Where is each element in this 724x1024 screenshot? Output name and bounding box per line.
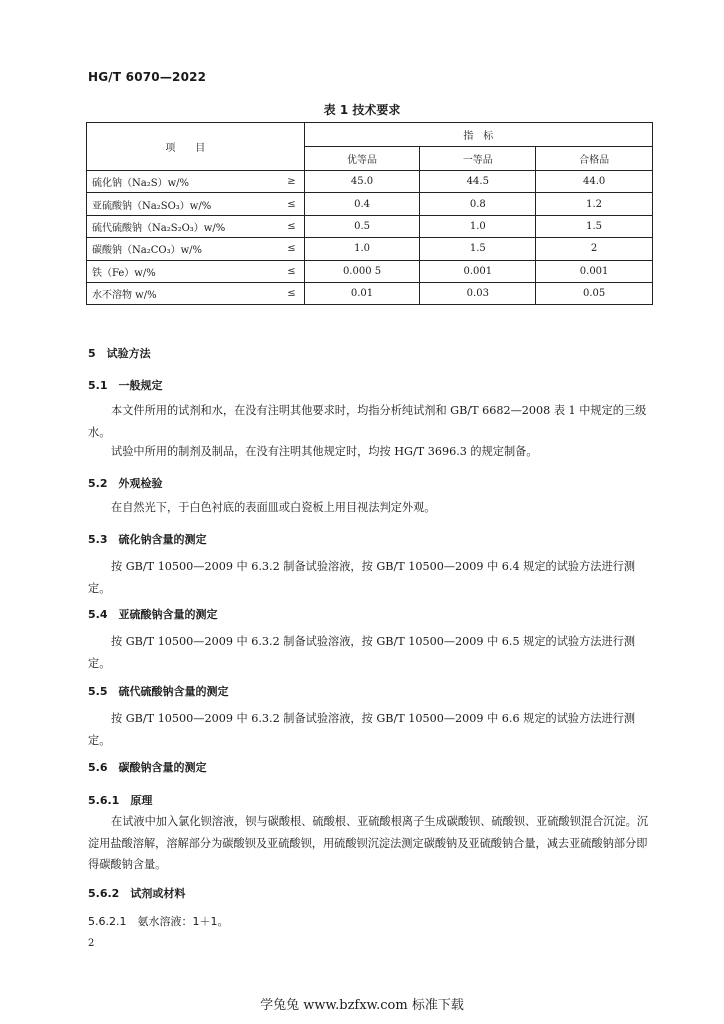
row-name: 铁（Fe）w/% bbox=[87, 260, 275, 282]
row-value: 1.5 bbox=[420, 238, 536, 260]
row-name: 硫代硫酸钠（Na₂S₂O₃）w/% bbox=[87, 215, 275, 237]
row-value: 44.0 bbox=[536, 171, 653, 193]
table-row bbox=[87, 282, 653, 304]
paragraph: 本文件所用的试剂和水，在没有注明其他要求时，均指分析纯试剂和 GB/T 6682—2008 表 1 中规定的三级水。 bbox=[88, 404, 647, 439]
sub-clause: 5.6.2.1 氨水溶液：1＋1。 bbox=[88, 915, 229, 928]
row-value: 1.5 bbox=[536, 215, 653, 237]
row-value: 0.05 bbox=[536, 282, 653, 304]
row-value: 0.8 bbox=[420, 193, 536, 215]
table-row bbox=[87, 238, 653, 260]
standard-code: HG/T 6070—2022 bbox=[88, 70, 207, 84]
row-value: 1.0 bbox=[420, 215, 536, 237]
section-heading: 5.5 硫代硫酸钠含量的测定 bbox=[88, 685, 229, 698]
technical-requirements-table bbox=[86, 122, 653, 305]
grade-header: 一等品 bbox=[420, 147, 536, 171]
table-row bbox=[87, 171, 653, 193]
row-value: 0.01 bbox=[304, 282, 420, 304]
index-header: 指 标 bbox=[304, 123, 652, 147]
row-value: 0.001 bbox=[536, 260, 653, 282]
row-value: 0.5 bbox=[304, 215, 420, 237]
row-operator: ≤ bbox=[274, 282, 304, 304]
row-operator: ≥ bbox=[274, 171, 304, 193]
row-value: 0.000 5 bbox=[304, 260, 420, 282]
paragraph: 按 GB/T 10500—2009 中 6.3.2 制备试验溶液，按 GB/T 10500—2009 中 6.6 规定的试验方法进行测定。 bbox=[88, 712, 636, 747]
section-heading: 5.6.2 试剂或材料 bbox=[88, 887, 186, 900]
table-header-row bbox=[87, 123, 653, 147]
watermark-footer: 学兔兔 www.bzfxw.com 标准下载 bbox=[260, 998, 464, 1013]
row-name: 水不溶物 w/% bbox=[87, 282, 275, 304]
section-heading: 5.6 碳酸钠含量的测定 bbox=[88, 761, 207, 774]
table-row bbox=[87, 260, 653, 282]
grade-header: 优等品 bbox=[304, 147, 420, 171]
row-value: 0.03 bbox=[420, 282, 536, 304]
row-value: 1.2 bbox=[536, 193, 653, 215]
paragraph: 在自然光下，于白色衬底的表面皿或白瓷板上用目视法判定外观。 bbox=[111, 501, 436, 514]
page-number: 2 bbox=[88, 938, 95, 949]
section-heading: 5.1 一般规定 bbox=[88, 379, 163, 392]
section-heading: 5.2 外观检验 bbox=[88, 477, 163, 490]
item-header: 项目 bbox=[87, 123, 305, 171]
row-value: 2 bbox=[536, 238, 653, 260]
row-value: 45.0 bbox=[304, 171, 420, 193]
row-value: 44.5 bbox=[420, 171, 536, 193]
section-heading: 5.6.1 原理 bbox=[88, 794, 153, 807]
section-heading: 5.4 亚硫酸钠含量的测定 bbox=[88, 608, 218, 621]
paragraph: 按 GB/T 10500—2009 中 6.3.2 制备试验溶液，按 GB/T 10500—2009 中 6.5 规定的试验方法进行测定。 bbox=[88, 635, 636, 670]
table-title: 表 1 技术要求 bbox=[323, 103, 401, 117]
grade-header: 合格品 bbox=[536, 147, 653, 171]
section-heading: 5.3 硫化钠含量的测定 bbox=[88, 533, 207, 546]
row-operator: ≤ bbox=[274, 238, 304, 260]
row-name: 亚硫酸钠（Na₂SO₃）w/% bbox=[87, 193, 275, 215]
row-operator: ≤ bbox=[274, 215, 304, 237]
row-name: 碳酸钠（Na₂CO₃）w/% bbox=[87, 238, 275, 260]
paragraph: 试验中所用的制剂及制品，在没有注明其他规定时，均按 HG/T 3696.3 的规定制备。 bbox=[111, 445, 538, 458]
row-value: 1.0 bbox=[304, 238, 420, 260]
table-row bbox=[87, 193, 653, 215]
table-row bbox=[87, 215, 653, 237]
paragraph: 在试液中加入氯化钡溶液，钡与碳酸根、硫酸根、亚硫酸根离子生成碳酸钡、硫酸钡、亚硫酸钡混合沉淀。沉淀用盐酸溶解，溶解部分为碳酸钡及亚硫酸钡，用硫酸钡沉淀法测定碳酸钠及亚硫酸钠合量，减去亚硫酸钠部分即得碳酸钠含量。 bbox=[88, 815, 649, 871]
row-value: 0.4 bbox=[304, 193, 420, 215]
row-name: 硫化钠（Na₂S）w/% bbox=[87, 171, 275, 193]
row-operator: ≤ bbox=[274, 193, 304, 215]
paragraph: 按 GB/T 10500—2009 中 6.3.2 制备试验溶液，按 GB/T 10500—2009 中 6.4 规定的试验方法进行测定。 bbox=[88, 560, 636, 595]
row-operator: ≤ bbox=[274, 260, 304, 282]
section-heading: 5 试验方法 bbox=[88, 347, 151, 360]
row-value: 0.001 bbox=[420, 260, 536, 282]
